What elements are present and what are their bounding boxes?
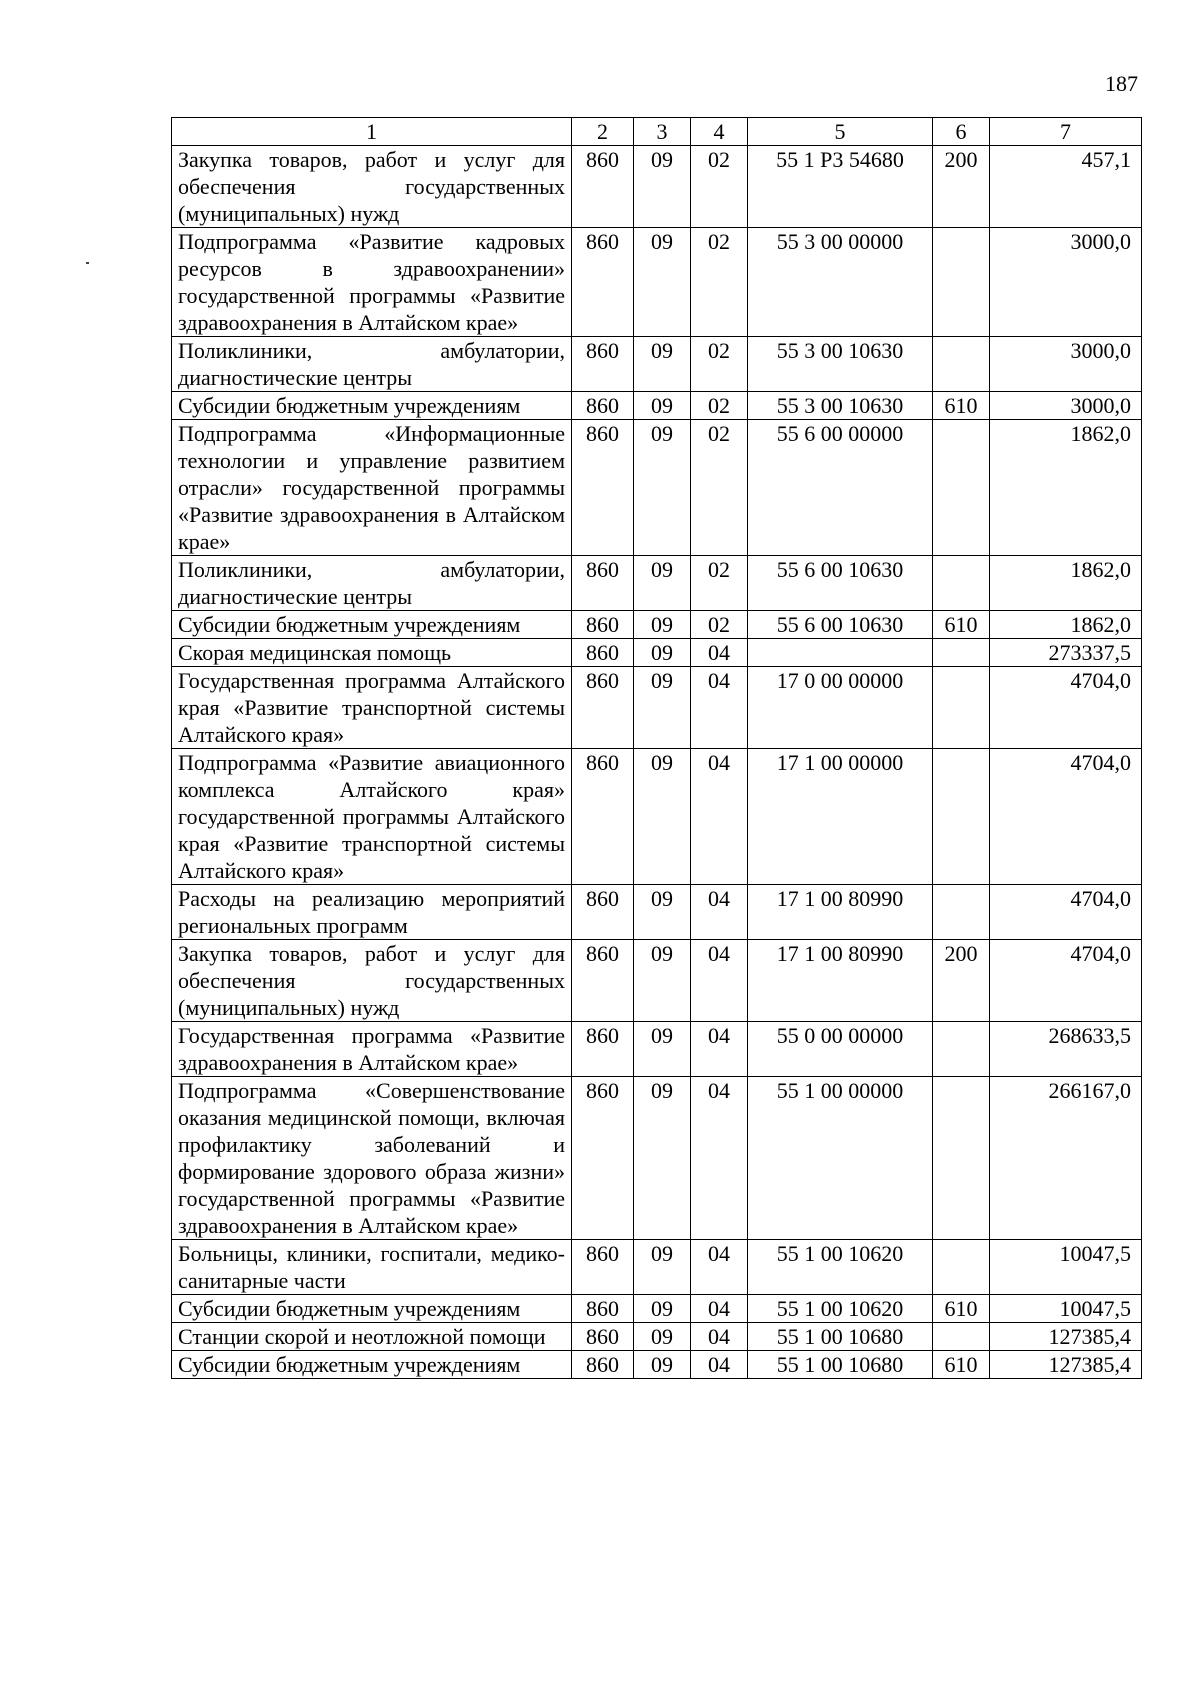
- cell-subsection: 04: [691, 885, 748, 940]
- table-row: [172, 1240, 1142, 1295]
- cell-target-article: 55 3 00 10630: [748, 337, 933, 392]
- cell-amount: 10047,5: [990, 1295, 1142, 1323]
- cell-expense-type: [933, 885, 990, 940]
- cell-section: 09: [634, 611, 691, 639]
- cell-amount: 4704,0: [990, 667, 1142, 749]
- cell-expense-type: [933, 1240, 990, 1295]
- cell-subsection: 02: [691, 392, 748, 420]
- cell-ministry-code: 860: [572, 1295, 634, 1323]
- table-row: [172, 1295, 1142, 1323]
- cell-subsection: 04: [691, 1295, 748, 1323]
- cell-section: 09: [634, 1351, 691, 1379]
- table-body: [172, 146, 1142, 1379]
- cell-ministry-code: 860: [572, 667, 634, 749]
- cell-ministry-code: 860: [572, 228, 634, 337]
- cell-amount: 268633,5: [990, 1022, 1142, 1077]
- cell-target-article: 55 0 00 00000: [748, 1022, 933, 1077]
- cell-subsection: 04: [691, 940, 748, 1022]
- cell-amount: 4704,0: [990, 885, 1142, 940]
- cell-amount: 1862,0: [990, 420, 1142, 556]
- cell-subsection: 02: [691, 337, 748, 392]
- cell-expense-type: [933, 228, 990, 337]
- cell-name: Подпрограмма «Информационные технологии и управление развитием отрасли» государственной программы «Развитие здравоохранения в Алтайском крае»: [172, 420, 572, 556]
- cell-target-article: 55 3 00 10630: [748, 392, 933, 420]
- cell-subsection: 02: [691, 611, 748, 639]
- cell-section: 09: [634, 1022, 691, 1077]
- cell-expense-type: [933, 1022, 990, 1077]
- cell-subsection: 04: [691, 1240, 748, 1295]
- cell-ministry-code: 860: [572, 639, 634, 667]
- cell-name: Субсидии бюджетным учреждениям: [172, 611, 572, 639]
- cell-expense-type: 200: [933, 146, 990, 228]
- cell-name: Государственная программа «Развитие здравоохранения в Алтайском крае»: [172, 1022, 572, 1077]
- cell-target-article: 55 6 00 00000: [748, 420, 933, 556]
- cell-section: 09: [634, 885, 691, 940]
- cell-amount: 266167,0: [990, 1077, 1142, 1240]
- cell-name: Подпрограмма «Совершенствование оказания медицинской помощи, включая профилактику заболеваний и формирование здорового образа жизни» государственной программы «Развитие здравоохранения в Алтайском крае»: [172, 1077, 572, 1240]
- column-header: 1: [172, 118, 572, 146]
- table-row: [172, 667, 1142, 749]
- cell-name: Закупка товаров, работ и услуг для обеспечения государственных (муниципальных) нужд: [172, 940, 572, 1022]
- cell-amount: 127385,4: [990, 1323, 1142, 1351]
- column-header: 5: [748, 118, 933, 146]
- cell-ministry-code: 860: [572, 749, 634, 885]
- cell-amount: 10047,5: [990, 1240, 1142, 1295]
- cell-ministry-code: 860: [572, 885, 634, 940]
- cell-expense-type: [933, 1323, 990, 1351]
- scan-artifact: [86, 262, 89, 264]
- cell-subsection: 04: [691, 749, 748, 885]
- page-number: 187: [1105, 71, 1138, 96]
- cell-expense-type: [933, 337, 990, 392]
- cell-amount: 4704,0: [990, 749, 1142, 885]
- column-header: 2: [572, 118, 634, 146]
- cell-ministry-code: 860: [572, 1022, 634, 1077]
- cell-subsection: 04: [691, 1077, 748, 1240]
- cell-amount: 3000,0: [990, 392, 1142, 420]
- cell-target-article: 55 1 00 10680: [748, 1323, 933, 1351]
- cell-name: Субсидии бюджетным учреждениям: [172, 1295, 572, 1323]
- cell-name: Подпрограмма «Развитие кадровых ресурсов в здравоохранении» государственной программы «Развитие здравоохранения в Алтайском крае»: [172, 228, 572, 337]
- cell-expense-type: [933, 420, 990, 556]
- cell-section: 09: [634, 639, 691, 667]
- cell-name: Скорая медицинская помощь: [172, 639, 572, 667]
- table-row: [172, 228, 1142, 337]
- cell-section: 09: [634, 556, 691, 611]
- cell-ministry-code: 860: [572, 556, 634, 611]
- cell-expense-type: [933, 1077, 990, 1240]
- column-header: 4: [691, 118, 748, 146]
- cell-section: 09: [634, 667, 691, 749]
- cell-expense-type: 610: [933, 1295, 990, 1323]
- table-row: [172, 940, 1142, 1022]
- cell-section: 09: [634, 940, 691, 1022]
- cell-target-article: 55 6 00 10630: [748, 611, 933, 639]
- cell-target-article: [748, 639, 933, 667]
- cell-subsection: 02: [691, 420, 748, 556]
- table-row: [172, 420, 1142, 556]
- cell-name: Поликлиники, амбулатории, диагностические центры: [172, 556, 572, 611]
- cell-ministry-code: 860: [572, 1240, 634, 1295]
- cell-amount: 4704,0: [990, 940, 1142, 1022]
- cell-ministry-code: 860: [572, 1077, 634, 1240]
- cell-expense-type: 610: [933, 1351, 990, 1379]
- cell-amount: 273337,5: [990, 639, 1142, 667]
- table-row: [172, 611, 1142, 639]
- cell-section: 09: [634, 1240, 691, 1295]
- cell-name: Поликлиники, амбулатории, диагностические центры: [172, 337, 572, 392]
- cell-expense-type: [933, 556, 990, 611]
- cell-amount: 1862,0: [990, 611, 1142, 639]
- cell-target-article: 17 1 00 00000: [748, 749, 933, 885]
- table-row: [172, 1323, 1142, 1351]
- cell-subsection: 04: [691, 1323, 748, 1351]
- cell-subsection: 04: [691, 1022, 748, 1077]
- cell-ministry-code: 860: [572, 940, 634, 1022]
- cell-name: Расходы на реализацию мероприятий региональных программ: [172, 885, 572, 940]
- table-row: [172, 392, 1142, 420]
- cell-ministry-code: 860: [572, 611, 634, 639]
- cell-subsection: 02: [691, 228, 748, 337]
- cell-section: 09: [634, 749, 691, 885]
- cell-subsection: 02: [691, 556, 748, 611]
- cell-amount: 1862,0: [990, 556, 1142, 611]
- table-row: [172, 885, 1142, 940]
- cell-section: 09: [634, 1323, 691, 1351]
- table-row: [172, 749, 1142, 885]
- cell-amount: 127385,4: [990, 1351, 1142, 1379]
- cell-ministry-code: 860: [572, 337, 634, 392]
- column-header: 3: [634, 118, 691, 146]
- table-header-row: [172, 118, 1142, 146]
- table-row: [172, 146, 1142, 228]
- table-row: [172, 639, 1142, 667]
- cell-ministry-code: 860: [572, 1323, 634, 1351]
- cell-name: Субсидии бюджетным учреждениям: [172, 1351, 572, 1379]
- table-row: [172, 1077, 1142, 1240]
- cell-target-article: 17 1 00 80990: [748, 885, 933, 940]
- column-header: 7: [990, 118, 1142, 146]
- table-row: [172, 1022, 1142, 1077]
- cell-target-article: 55 6 00 10630: [748, 556, 933, 611]
- column-header: 6: [933, 118, 990, 146]
- cell-expense-type: [933, 667, 990, 749]
- cell-target-article: 55 1 Р3 54680: [748, 146, 933, 228]
- cell-ministry-code: 860: [572, 420, 634, 556]
- cell-section: 09: [634, 228, 691, 337]
- cell-name: Больницы, клиники, госпитали, медико-санитарные части: [172, 1240, 572, 1295]
- cell-amount: 3000,0: [990, 337, 1142, 392]
- cell-target-article: 17 0 00 00000: [748, 667, 933, 749]
- cell-target-article: 55 1 00 10620: [748, 1295, 933, 1323]
- cell-name: Станции скорой и неотложной помощи: [172, 1323, 572, 1351]
- cell-amount: 3000,0: [990, 228, 1142, 337]
- cell-expense-type: [933, 749, 990, 885]
- cell-target-article: 55 3 00 00000: [748, 228, 933, 337]
- cell-target-article: 55 1 00 10680: [748, 1351, 933, 1379]
- cell-ministry-code: 860: [572, 392, 634, 420]
- cell-section: 09: [634, 337, 691, 392]
- table-row: [172, 1351, 1142, 1379]
- cell-section: 09: [634, 1077, 691, 1240]
- cell-subsection: 04: [691, 1351, 748, 1379]
- cell-ministry-code: 860: [572, 1351, 634, 1379]
- cell-name: Субсидии бюджетным учреждениям: [172, 392, 572, 420]
- cell-name: Государственная программа Алтайского края «Развитие транспортной системы Алтайского края»: [172, 667, 572, 749]
- table-row: [172, 337, 1142, 392]
- cell-target-article: 55 1 00 00000: [748, 1077, 933, 1240]
- cell-expense-type: 610: [933, 611, 990, 639]
- cell-expense-type: 610: [933, 392, 990, 420]
- cell-expense-type: 200: [933, 940, 990, 1022]
- cell-target-article: 17 1 00 80990: [748, 940, 933, 1022]
- cell-subsection: 04: [691, 639, 748, 667]
- cell-subsection: 02: [691, 146, 748, 228]
- table-row: [172, 556, 1142, 611]
- cell-section: 09: [634, 146, 691, 228]
- cell-section: 09: [634, 1295, 691, 1323]
- cell-target-article: 55 1 00 10620: [748, 1240, 933, 1295]
- cell-subsection: 04: [691, 667, 748, 749]
- budget-table: [171, 117, 1142, 1379]
- cell-section: 09: [634, 392, 691, 420]
- cell-name: Закупка товаров, работ и услуг для обеспечения государственных (муниципальных) нужд: [172, 146, 572, 228]
- cell-ministry-code: 860: [572, 146, 634, 228]
- cell-section: 09: [634, 420, 691, 556]
- cell-expense-type: [933, 639, 990, 667]
- cell-amount: 457,1: [990, 146, 1142, 228]
- cell-name: Подпрограмма «Развитие авиационного комплекса Алтайского края» государственной программы Алтайского края «Развитие транспортной системы Алтайского края»: [172, 749, 572, 885]
